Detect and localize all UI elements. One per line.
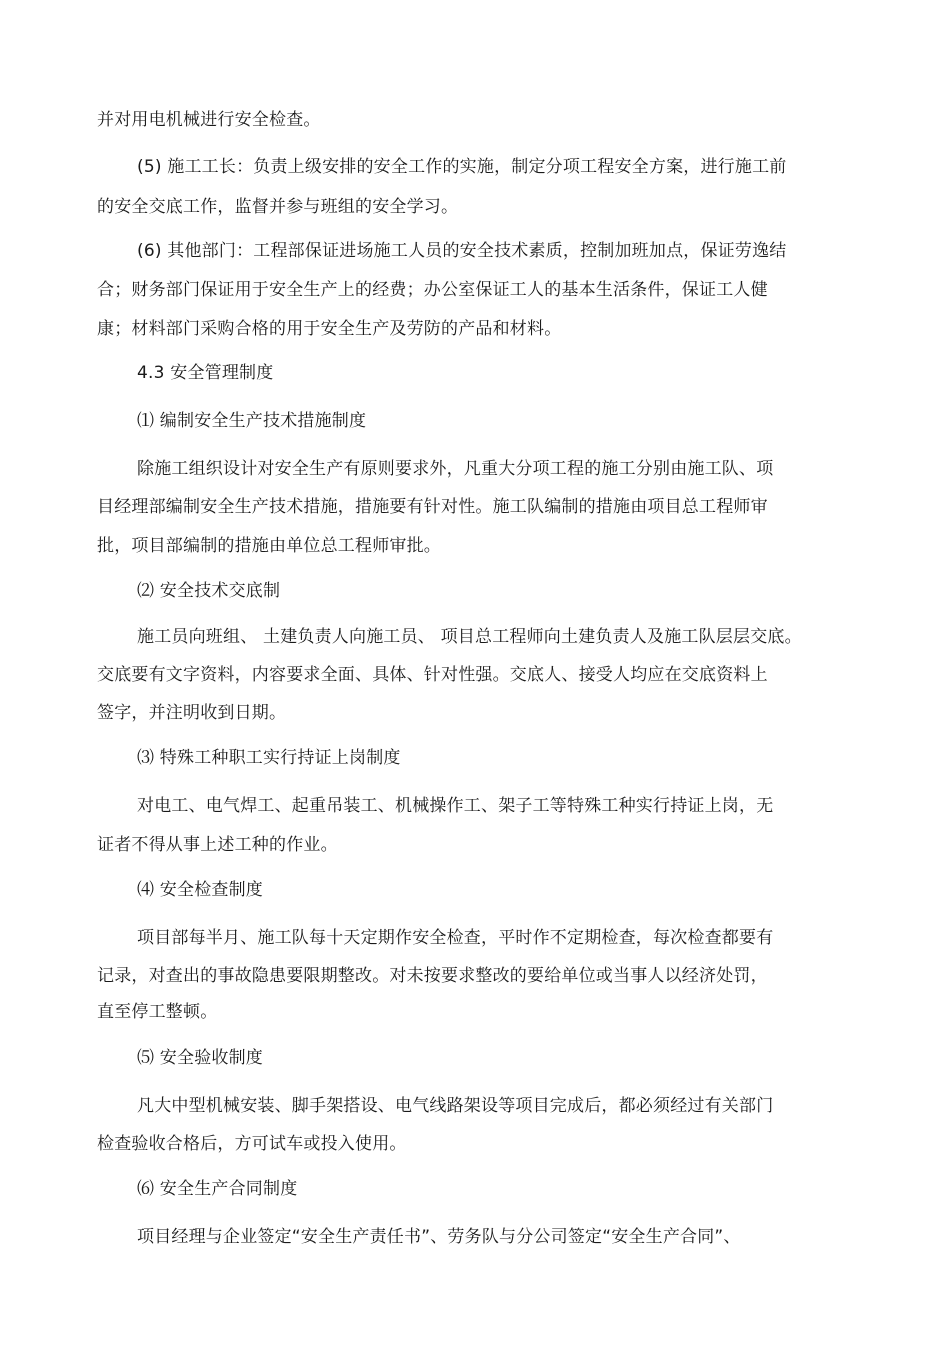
text-line: 凡大中型机械安装、脚手架搭设、电气线路架设等项目完成后，都必须经过有关部门 — [137, 1096, 774, 1116]
text-line: (5) 施工工长：负责上级安排的安全工作的实施，制定分项工程安全方案，进行施工前 — [137, 157, 787, 177]
text-line: 合；财务部门保证用于安全生产上的经费；办公室保证工人的基本生活条件，保证工人健 — [97, 280, 768, 300]
text-line: 签字，并注明收到日期。 — [97, 703, 287, 723]
text-line: (6) 其他部门：工程部保证进场施工人员的安全技术素质，控制加班加点，保证劳逸结 — [137, 241, 787, 261]
text-line: 项目部每半月、施工队每十天定期作安全检查，平时作不定期检查，每次检查都要有 — [137, 928, 774, 948]
text-line: 对电工、电气焊工、起重吊装工、机械操作工、架子工等特殊工种实行持证上岗，无 — [137, 796, 774, 816]
subsection-heading: ⑸ 安全验收制度 — [137, 1048, 264, 1068]
text-line: 并对用电机械进行安全检查。 — [97, 110, 321, 130]
subsection-heading: ⑷ 安全检查制度 — [137, 880, 264, 900]
subsection-heading: ⑴ 编制安全生产技术措施制度 — [137, 411, 367, 431]
subsection-heading: ⑵ 安全技术交底制 — [137, 581, 281, 601]
subsection-heading: ⑹ 安全生产合同制度 — [137, 1179, 298, 1199]
text-line: 目经理部编制安全生产技术措施，措施要有针对性。施工队编制的措施由项目总工程师审 — [97, 497, 768, 517]
text-line: 项目经理与企业签定“安全生产责任书”、劳务队与分公司签定“安全生产合同”、 — [137, 1227, 741, 1247]
text-line: 证者不得从事上述工种的作业。 — [97, 835, 338, 855]
text-line: 施工员向班组、 土建负责人向施工员、 项目总工程师向土建负责人及施工队层层交底。 — [137, 627, 802, 647]
text-line: 检查验收合格后，方可试车或投入使用。 — [97, 1134, 407, 1154]
text-line: 直至停工整顿。 — [97, 1002, 218, 1022]
text-line: 交底要有文字资料，内容要求全面、具体、针对性强。交底人、接受人均应在交底资料上 — [97, 665, 768, 685]
text-line: 康；材料部门采购合格的用于安全生产及劳防的产品和材料。 — [97, 319, 562, 339]
text-line: 除施工组织设计对安全生产有原则要求外，凡重大分项工程的施工分别由施工队、项 — [137, 459, 774, 479]
text-line: 批，项目部编制的措施由单位总工程师审批。 — [97, 536, 441, 556]
text-line: 记录，对查出的事故隐患要限期整改。对未按要求整改的要给单位或当事人以经济处罚， — [97, 966, 768, 986]
text-line: 的安全交底工作，监督并参与班组的安全学习。 — [97, 197, 459, 217]
section-heading: 4.3 安全管理制度 — [137, 363, 274, 383]
subsection-heading: ⑶ 特殊工种职工实行持证上岗制度 — [137, 748, 401, 768]
